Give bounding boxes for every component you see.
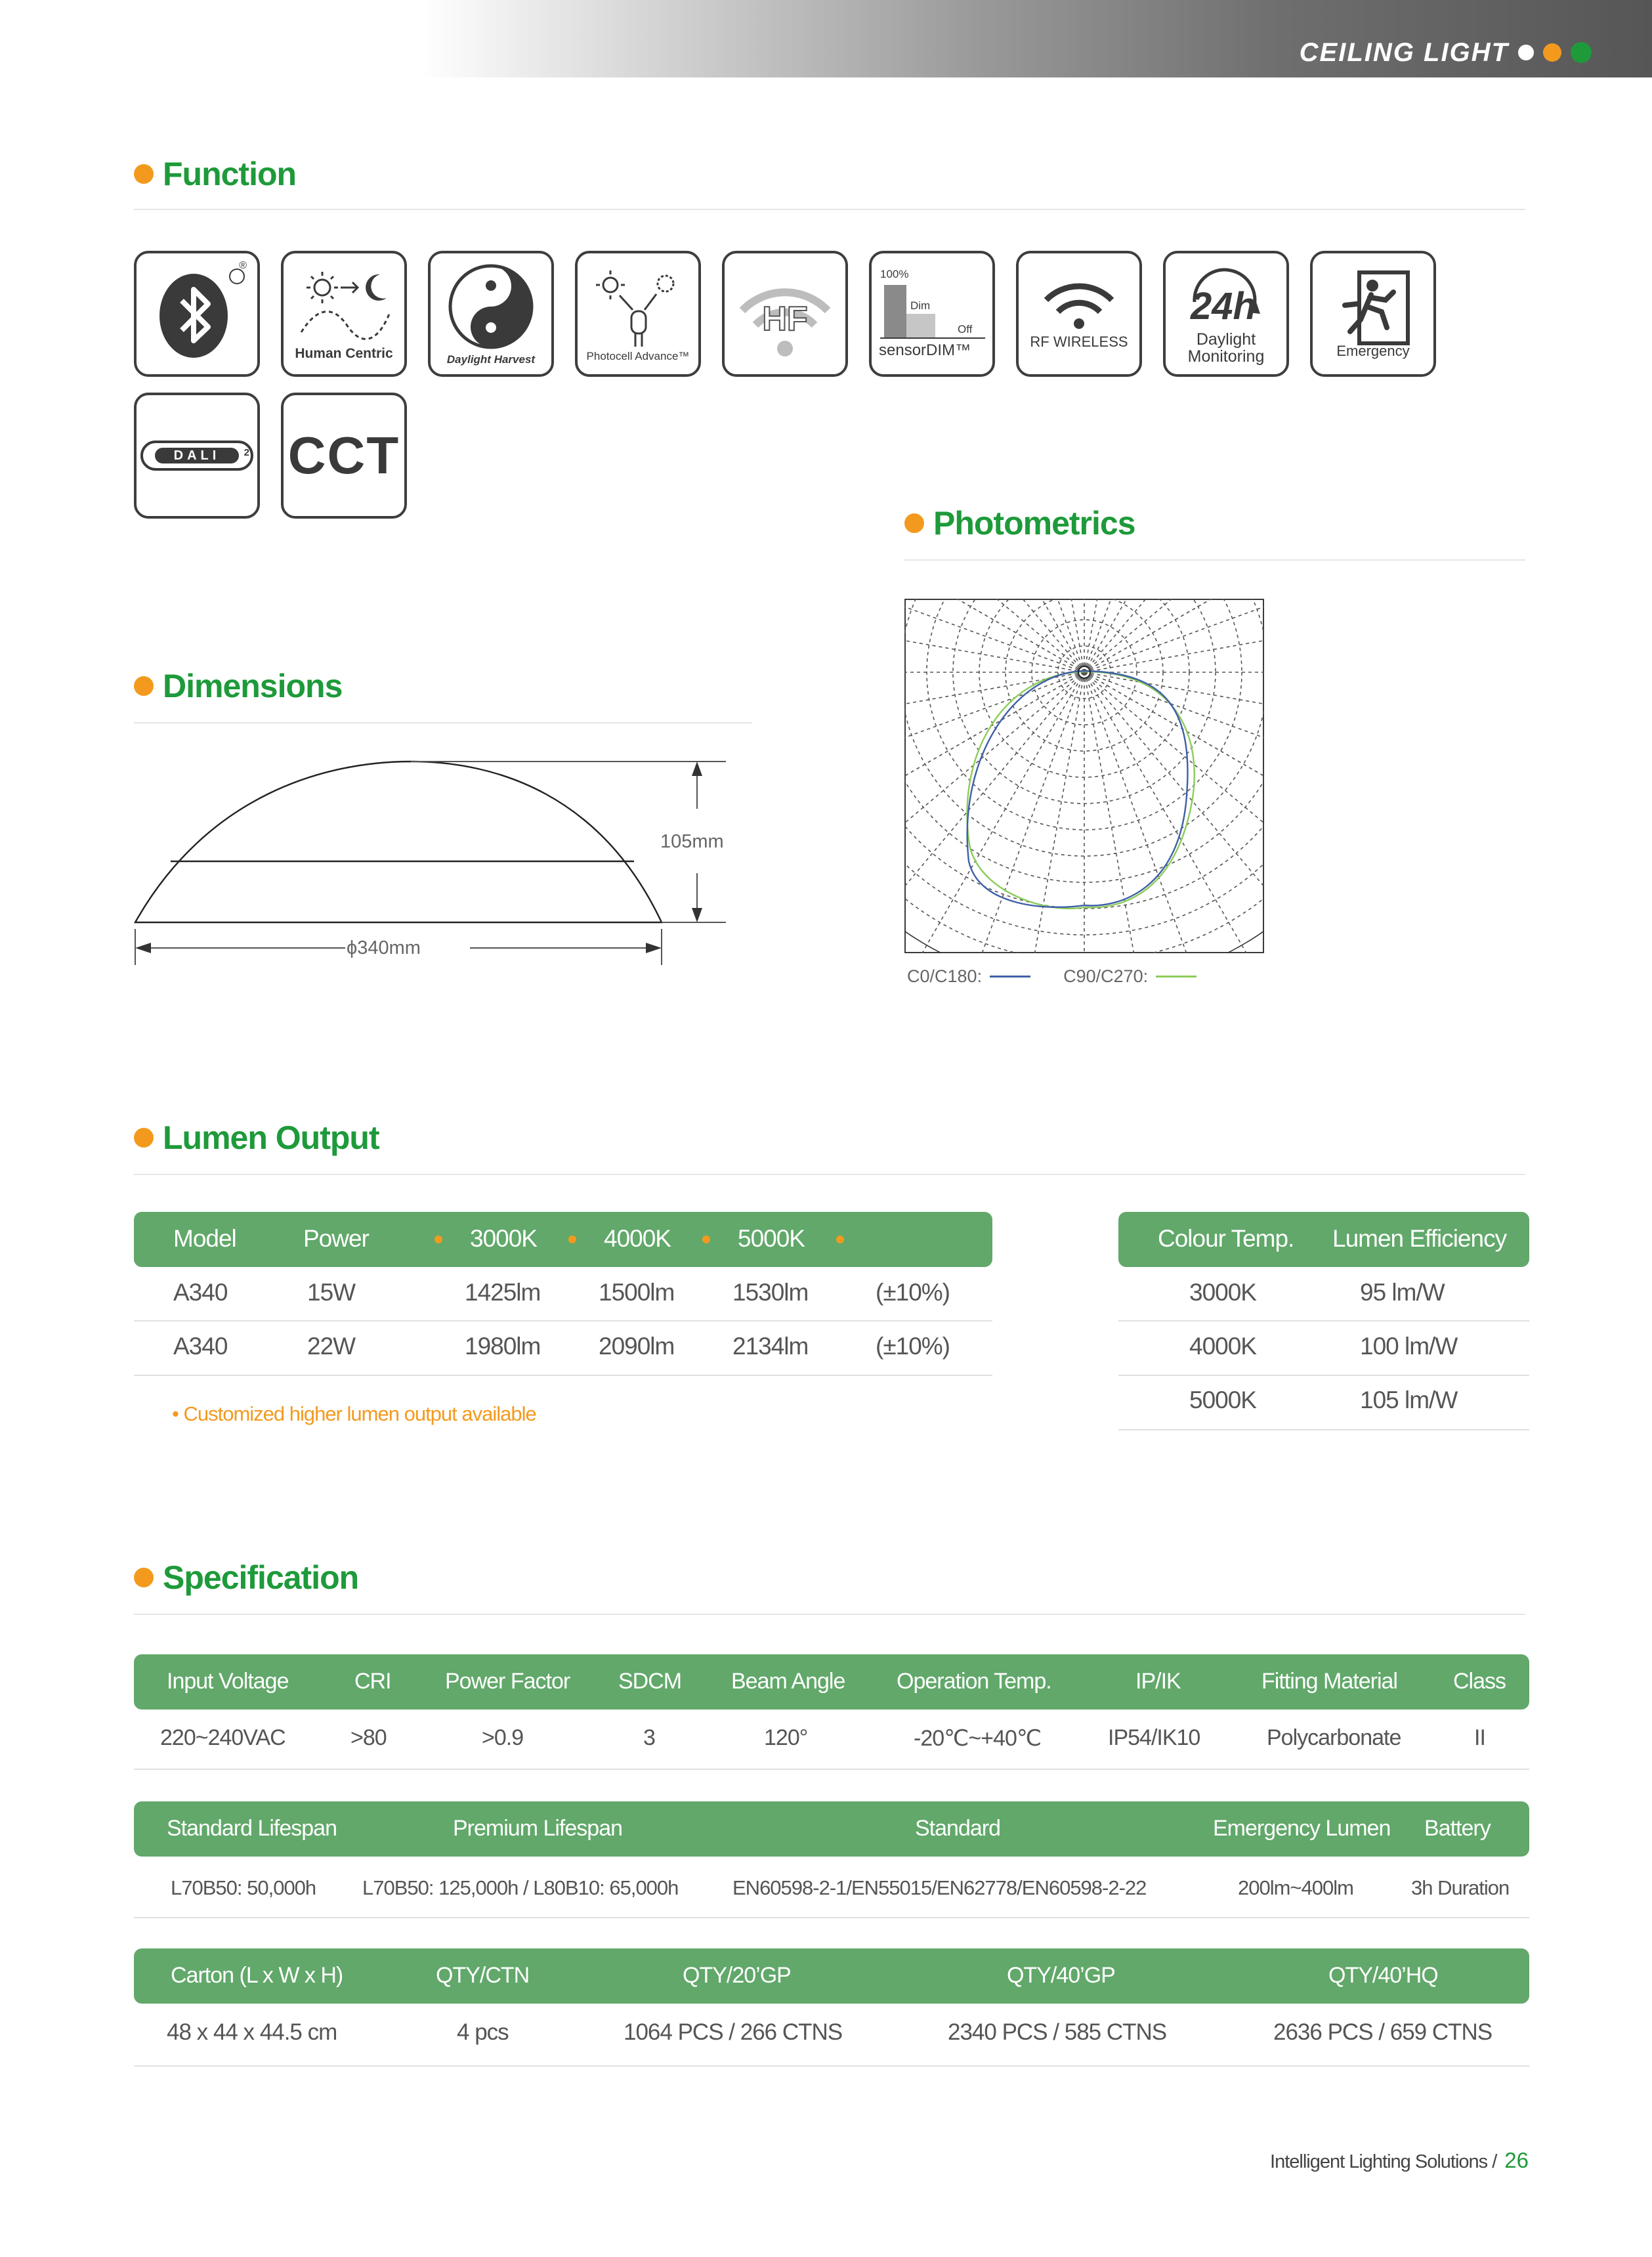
sensordim-label: sensorDIM™ [879, 341, 971, 359]
lumen-row2-4000k: 2090lm [599, 1333, 675, 1360]
row-divider [134, 1917, 1529, 1918]
header-beam-angle: Beam Angle [731, 1669, 845, 1694]
lumen-row1-tolerance: (±10%) [876, 1279, 950, 1306]
header-ip-ik: IP/IK [1135, 1669, 1181, 1694]
emergency-label: Emergency [1336, 343, 1410, 360]
divider [134, 1174, 1525, 1175]
spec-power-factor: >0.9 [482, 1725, 524, 1750]
spec-standard: EN60598-2-1/EN55015/EN62778/EN60598-2-22 [732, 1876, 1147, 1899]
header-operation-temp: Operation Temp. [897, 1669, 1051, 1694]
spec-table-3-header [134, 1948, 1529, 2004]
dali-version: 2 [244, 447, 249, 458]
lumen-table-header [134, 1212, 992, 1267]
lumen-output-heading [134, 1119, 379, 1157]
registered-mark: ® [239, 260, 247, 271]
lumen-row2-model: A340 [173, 1333, 228, 1360]
lumen-row1-4000k: 1500lm [599, 1279, 675, 1306]
header-battery: Battery [1424, 1816, 1491, 1841]
spec-cri: >80 [350, 1725, 387, 1750]
daylight-harvest-label: Daylight Harvest [446, 353, 536, 366]
header-premium-lifespan: Premium Lifespan [453, 1816, 623, 1841]
spec-premium-lifespan: L70B50: 125,000h / L80B10: 65,000h [362, 1876, 679, 1899]
dimensions-heading [134, 667, 342, 705]
header-qty-40hq: QTY/40’HQ [1328, 1963, 1438, 1988]
eff-row1-value: 95 lm/W [1360, 1279, 1445, 1306]
photocell-tile [575, 251, 701, 377]
sensordim-tile [869, 251, 995, 377]
header-lumen-efficiency: Lumen Efficiency [1332, 1225, 1507, 1252]
spec-qty-20gp: 1064 PCS / 266 CTNS [624, 2019, 843, 2045]
24h-text: 24h [1191, 284, 1256, 328]
photocell-label: Photocell Advance™ [586, 350, 690, 363]
spec-table-2-header [134, 1801, 1529, 1857]
function-title: Function [163, 156, 297, 192]
emergency-tile [1310, 251, 1436, 377]
divider [134, 1614, 1525, 1615]
human-centric-tile [281, 251, 407, 377]
lumen-row2-3000k: 1980lm [465, 1333, 541, 1360]
bluetooth-icon [148, 265, 246, 363]
axis-line [880, 337, 985, 339]
spec-battery: 3h Duration [1411, 1876, 1510, 1899]
spec-ip-ik: IP54/IK10 [1108, 1725, 1200, 1750]
white-dot-icon [1518, 45, 1534, 60]
eff-row2-value: 100 lm/W [1360, 1333, 1458, 1360]
height-dimension: 105mm [660, 831, 724, 852]
header-sdcm: SDCM [618, 1669, 682, 1694]
row-divider [1118, 1429, 1529, 1430]
spec-emergency-lumen: 200lm~400lm [1238, 1876, 1353, 1899]
daylight-harvest-tile [428, 251, 554, 377]
spec-class: II [1474, 1725, 1485, 1750]
function-heading [134, 155, 296, 193]
lumen-output-title: Lumen Output [163, 1119, 379, 1156]
bluetooth-tile [134, 251, 260, 377]
photometrics-heading [904, 504, 1135, 542]
photometrics-title: Photometrics [933, 505, 1135, 542]
eff-row1-temp: 3000K [1189, 1279, 1256, 1306]
dimension-drawing [129, 748, 759, 972]
daylight-monitoring-icon [1180, 263, 1272, 331]
human-centric-label: Human Centric [295, 345, 393, 361]
human-centric-icon [288, 267, 400, 352]
row-divider [134, 1375, 992, 1376]
spec-table-1-header [134, 1654, 1529, 1709]
header-4000k: 4000K [604, 1225, 671, 1252]
orange-dot-icon [1543, 43, 1561, 62]
daylight-harvest-icon [442, 262, 540, 354]
row-divider [1118, 1320, 1529, 1322]
dimensions-title: Dimensions [163, 668, 343, 704]
rf-wireless-label: RF WIRELESS [1030, 333, 1128, 351]
lumen-row1-power: 15W [307, 1279, 356, 1306]
legend-c90-c270-label: C90/C270: [1063, 966, 1149, 986]
photocell-advance-icon [585, 265, 690, 351]
daylight-monitoring-label: Daylight Monitoring [1187, 330, 1265, 366]
lumen-row2-tolerance: (±10%) [876, 1333, 950, 1360]
row-divider [134, 2065, 1529, 2067]
polar-legend [907, 966, 1197, 987]
bullet-icon [134, 1568, 154, 1587]
brand [1300, 35, 1592, 70]
level-100: 100% [880, 268, 909, 280]
header-qty-40gp: QTY/40’GP [1007, 1963, 1115, 1988]
row-divider [134, 1320, 992, 1322]
emergency-icon [1330, 269, 1416, 346]
bullet-icon [434, 1236, 442, 1243]
header-model: Model [173, 1225, 236, 1252]
header-standard-lifespan: Standard Lifespan [167, 1816, 337, 1841]
divider [134, 209, 1525, 210]
diameter-dimension: ϕ340mm [347, 937, 421, 958]
spec-carton: 48 x 44 x 44.5 cm [167, 2019, 337, 2045]
bullet-icon [568, 1236, 576, 1243]
legend-c0-c180-label: C0/C180: [907, 966, 983, 986]
eff-row3-value: 105 lm/W [1360, 1386, 1458, 1413]
green-dot-icon [1571, 42, 1592, 63]
spec-qty-40hq: 2636 PCS / 659 CTNS [1273, 2019, 1493, 2045]
specification-title: Specification [163, 1559, 359, 1596]
dali-text: DALI [155, 448, 239, 463]
lumen-row1-5000k: 1530lm [732, 1279, 809, 1306]
divider [134, 722, 752, 723]
spec-standard-lifespan: L70B50: 50,000h [171, 1876, 316, 1899]
efficiency-table-header [1118, 1212, 1529, 1267]
bullet-icon [134, 676, 154, 696]
cct-label: CCT [287, 426, 400, 484]
spec-operation-temp: -20℃~+40℃ [914, 1726, 1042, 1751]
eff-row2-temp: 4000K [1189, 1333, 1256, 1360]
rf-wireless-icon [1040, 278, 1118, 330]
bullet-icon [904, 513, 924, 533]
specification-heading [134, 1558, 358, 1597]
spec-beam-angle: 120° [764, 1725, 808, 1750]
spec-sdcm: 3 [643, 1725, 655, 1750]
header-standard: Standard [915, 1816, 1000, 1841]
dali-tile [134, 393, 260, 519]
header-cri: CRI [354, 1669, 391, 1694]
cct-tile [281, 393, 407, 519]
row-divider [134, 1769, 1529, 1770]
eff-row3-temp: 5000K [1189, 1386, 1256, 1413]
bullet-icon [134, 164, 154, 184]
header-fitting-material: Fitting Material [1261, 1669, 1397, 1694]
spec-qty-40gp: 2340 PCS / 585 CTNS [948, 2019, 1167, 2045]
header-5000k: 5000K [738, 1225, 805, 1252]
legend-c0-c180-swatch [990, 976, 1030, 978]
header-class: Class [1453, 1669, 1506, 1694]
rf-wireless-tile [1016, 251, 1142, 377]
lumen-row2-power: 22W [307, 1333, 356, 1360]
lumen-row1-3000k: 1425lm [465, 1279, 541, 1306]
level-dim: Dim [910, 299, 931, 312]
dali-icon [140, 441, 253, 471]
polar-diagram [904, 599, 1264, 953]
header-colour-temp: Colour Temp. [1158, 1225, 1294, 1252]
footer-text: Intelligent Lighting Solutions / [1270, 2151, 1497, 2172]
hf-tile [722, 251, 848, 377]
bar-dim [906, 314, 935, 337]
header-emergency-lumen: Emergency Lumen [1213, 1816, 1391, 1841]
lumen-row2-5000k: 2134lm [732, 1333, 809, 1360]
bar-full [884, 285, 906, 337]
lumen-note: • Customized higher lumen output available [172, 1402, 536, 1425]
spec-input-voltage: 220~240VAC [160, 1725, 286, 1750]
header-3000k: 3000K [470, 1225, 537, 1252]
hf-sensor-icon [729, 265, 841, 363]
header-power-factor: Power Factor [445, 1669, 570, 1694]
hf-text: HF [762, 300, 808, 338]
spec-qty-ctn: 4 pcs [457, 2019, 509, 2045]
bullet-icon [702, 1236, 710, 1243]
header-qty-20gp: QTY/20’GP [683, 1963, 791, 1988]
page-number: 26 [1504, 2148, 1529, 2172]
spec-fitting-material: Polycarbonate [1267, 1725, 1401, 1750]
daylight-monitoring-tile [1163, 251, 1289, 377]
brand-title: CEILING LIGHT [1299, 37, 1509, 67]
divider [904, 559, 1525, 561]
bullet-icon [836, 1236, 844, 1243]
bullet-icon [134, 1128, 154, 1148]
lumen-row1-model: A340 [173, 1279, 228, 1306]
footer [1270, 2148, 1529, 2173]
header-power: Power [303, 1225, 369, 1252]
lamp-profile [135, 762, 662, 922]
header-input-voltage: Input Voltage [167, 1669, 289, 1694]
level-off: Off [958, 323, 973, 335]
sensordim-graphic [876, 268, 988, 360]
header-qty-ctn: QTY/CTN [436, 1963, 530, 1988]
row-divider [1118, 1375, 1529, 1376]
legend-c90-c270-swatch [1156, 976, 1197, 978]
header-carton: Carton (L x W x H) [171, 1963, 343, 1988]
